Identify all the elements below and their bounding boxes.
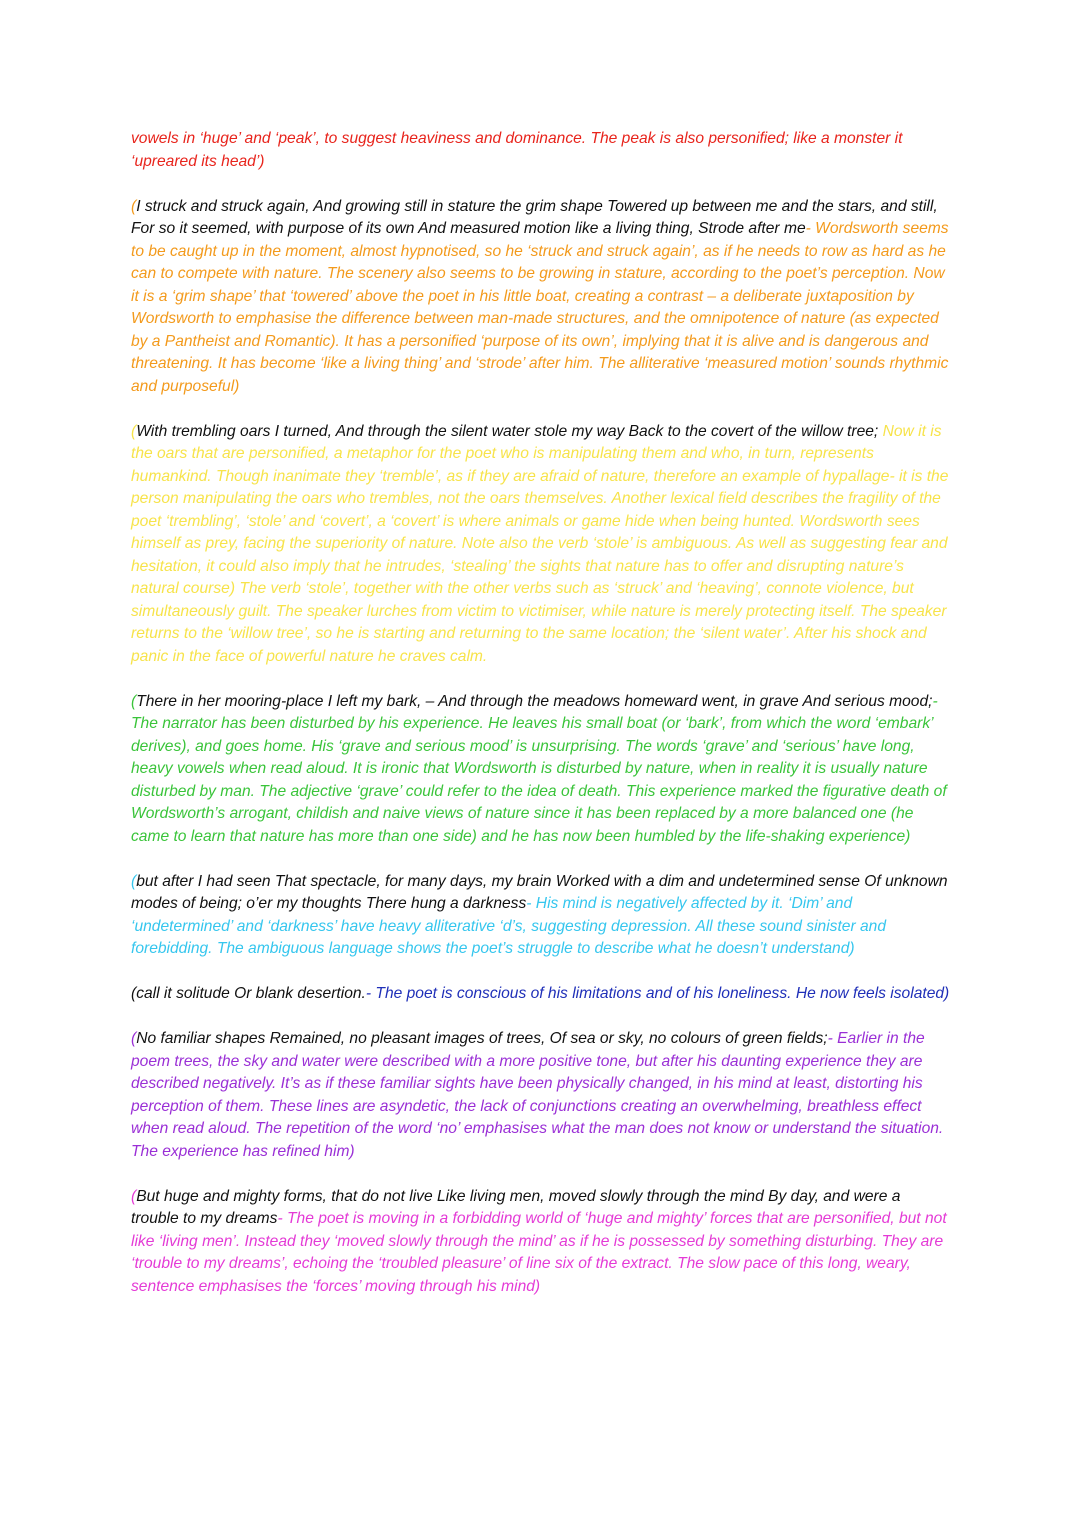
- open-parenthesis: (: [131, 197, 137, 215]
- annotation-note: Now it is the oars that are personified, a metaphor for the poet who is manipulating them and who, in turn, represents humankind. Though inanimate they ‘tremble’, as if they are afraid of nature, therefore an example of hypallage- it is the person manipulating the oars who trembles, not the oars themselves. Another lexical field describes the fragility of the poet ‘trembling’, ‘stole’ and ‘covert’, a ‘covert’ is where animals or game hide when being hunted. Wordsworth sees himself as prey, facing the superiority of nature. Note also the verb ‘stole’ is ambiguous. As well as suggesting fear and hesitation, it could also imply that he intrudes, ‘stealing’ the sights that nature has to offer and disrupting nature’s natural course) The verb ‘stole’, together with the other verbs such as ‘struck’ and ‘heaving’, connote violence, but simultaneously guilt. The speaker lurches from victim to victimiser, while nature is merely protecting itself. The speaker returns to the ‘willow tree’, so he is starting and returning to the same location; the ‘silent water’. After his shock and panic in the face of powerful nature he craves calm.: [131, 422, 949, 665]
- open-parenthesis: (: [131, 692, 137, 710]
- poem-quote: I struck and struck again, And growing still in stature the grim shape Towered up between me and the stars, and still, For so it seemed, with purpose of its own And measured motion like a living thing, Strode after me: [131, 197, 938, 237]
- annotation-paragraph-5: [131, 871, 951, 961]
- annotation-paragraph-2: [131, 196, 951, 399]
- annotation-note: - Wordsworth seems to be caught up in the moment, almost hypnotised, so he ‘struck and struck again’, as if he needs to row as hard as he can to compete with nature. The scenery also seems to be growing in stature, according to the poet’s perception. Now it is a ‘grim shape’ that ‘towered’ above the poet in his little boat, creating a contrast – a deliberate juxtaposition by Wordsworth to emphasise the difference between man-made structures, and the omnipotence of nature (as expected by a Pantheist and Romantic). It has a personified ‘purpose of its own’, implying that it is alive and is dangerous and threatening. It has become ‘like a living thing’ and ‘strode’ after him. The alliterative ‘measured motion’ sounds rhythmic and purposeful): [131, 220, 949, 395]
- poem-quote: call it solitude Or blank desertion.: [136, 985, 366, 1002]
- annotation-paragraph-6: [131, 983, 951, 1006]
- annotation-note: vowels in ‘huge’ and ‘peak’, to suggest heaviness and dominance. The peak is also personified; like a monster it ‘upreared its head’): [131, 130, 903, 170]
- open-parenthesis: (: [131, 1187, 137, 1205]
- annotation-note: - The poet is moving in a forbidding world of ‘huge and mighty’ forces that are personified, but not like ‘living men’. Instead they ‘moved slowly through the mind’ as if he is possessed by something disturbing. They are ‘trouble to my dreams’, echoing the ‘troubled pleasure’ of line six of the extract. The slow pace of this long, weary, sentence emphasises the ‘forces’ moving through his mind): [131, 1210, 947, 1295]
- document-page: [131, 128, 951, 1321]
- open-parenthesis: (: [131, 985, 137, 1002]
- annotation-note: - Earlier in the poem trees, the sky and water were described with a more positive tone, but after his daunting experience they are described negatively. It’s as if these familiar sights have been physically changed, in his mind at least, distorting his perception of them. These lines are asyndetic, the lack of conjunctions creating an overwhelming, breathless effect when read aloud. The repetition of the word ‘no’ emphasises what the man does not know or understand the situation. The experience has refined him): [131, 1030, 944, 1160]
- open-parenthesis: (: [131, 872, 137, 890]
- annotation-note: - The poet is conscious of his limitations and of his loneliness. He now feels isolated): [365, 985, 950, 1002]
- annotation-paragraph-4: [131, 691, 951, 849]
- open-parenthesis: (: [131, 1030, 137, 1047]
- annotation-note: - The narrator has been disturbed by his experience. He leaves his small boat (or ‘bark’, from which the word ‘embark’ derives), and goes home. His ‘grave and serious mood’ is unsurprising. The words ‘grave’ and ‘serious’ have long, heavy vowels when read aloud. It is ironic that Wordsworth is disturbed by nature, when in reality it is usually nature disturbed by man. The adjective ‘grave’ could refer to the idea of death. This experience marked the figurative death of Wordsworth’s arrogant, childish and naive views of nature since it has been replaced by a more balanced one (he came to learn that nature has more than one side) and he has now been humbled by the life-shaking experience): [131, 692, 947, 845]
- annotation-note: - His mind is negatively affected by it. ‘Dim’ and ‘undetermined’ and ‘darkness’ have heavy alliterative ‘d’s, suggesting depression. All these sound sinister and forebidding. The ambiguous language shows the poet’s struggle to describe what he doesn’t understand): [131, 895, 887, 957]
- poem-quote: There in her mooring-place I left my bark, – And through the meadows homeward went, in grave And serious mood;: [136, 692, 933, 710]
- annotation-paragraph-3: [131, 421, 951, 669]
- annotation-paragraph-8: [131, 1186, 951, 1299]
- annotation-paragraph-7: [131, 1028, 951, 1163]
- poem-quote: No familiar shapes Remained, no pleasant images of trees, Of sea or sky, no colours of green fields;: [136, 1030, 828, 1047]
- open-parenthesis: (: [131, 422, 137, 440]
- annotation-paragraph-1: [131, 128, 951, 173]
- poem-quote: With trembling oars I turned, And through the silent water stole my way Back to the covert of the willow tree;: [136, 422, 883, 440]
- poem-quote: But huge and mighty forms, that do not live Like living men, moved slowly through the mind By day, and were a trouble to my dreams: [131, 1187, 901, 1227]
- poem-quote: but after I had seen That spectacle, for many days, my brain Worked with a dim and undetermined sense Of unknown modes of being; o’er my thoughts There hung a darkness: [131, 872, 948, 912]
